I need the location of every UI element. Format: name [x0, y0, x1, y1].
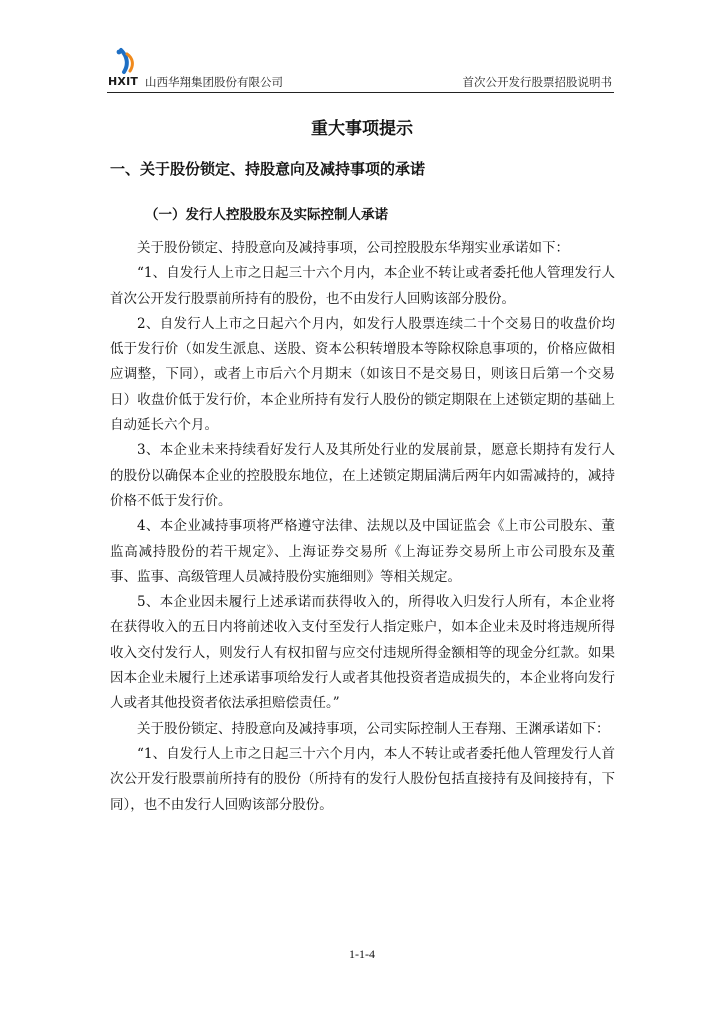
paragraph: 3、本企业未来持续看好发行人及其所处行业的发展前景，愿意长期持有发行人的股份以确保本企业的控股股东地位，在上述锁定期届满后两年内如需减持的，减持价格不低于发行价。: [110, 442, 615, 509]
subsection-heading: （一）发行人控股股东及实际控制人承诺: [145, 207, 388, 223]
paragraph: “1、自发行人上市之日起三十六个月内，本企业不转让或者委托他人管理发行人首次公开发行股票前所持有的股份，也不由发行人回购该部分股份。: [110, 265, 615, 307]
document-title: 首次公开发行股票招股说明书: [462, 75, 612, 89]
page-header: [107, 46, 614, 93]
paragraph: 4、本企业减持事项将严格遵守法律、法规以及中国证监会《上市公司股东、董监高减持股份的若干规定》、上海证券交易所《上海证券交易所上市公司股东及董事、监事、高级管理人员减持股份实施细则》等相关规定。: [110, 518, 615, 585]
paragraph: “1、自发行人上市之日起三十六个月内，本人不转让或者委托他人管理发行人首次公开发行股票前所持有的股份（所持有的发行人股份包括直接持有及间接持有，下同），也不由发行人回购该部分股份。: [110, 745, 615, 813]
page-number: 1-1-4: [349, 947, 375, 961]
logo-text: HXIT: [108, 75, 139, 88]
company-name: 山西华翔集团股份有限公司: [145, 75, 283, 89]
paragraph: 关于股份锁定、持股意向及减持事项，公司控股股东华翔实业承诺如下：: [137, 240, 569, 256]
body-text: [110, 236, 615, 818]
section-heading: 一、关于股份锁定、持股意向及减持事项的承诺: [110, 160, 426, 178]
paragraph: 关于股份锁定、持股意向及减持事项，公司实际控制人王春翔、王渊承诺如下：: [137, 720, 610, 737]
paragraph: 5、本企业因未履行上述承诺而获得收入的，所得收入归发行人所有，本企业将在获得收入的五日内将前述收入支付至发行人指定账户，如本企业未及时将违规所得收入交付发行人，则发行人有权扣留与应交付违规所得金额相等的现金分红款。如果因本企业未履行上述承诺事项给发行人或者其他投资者造成损失的，本企业将向发行人或者其他投资者依法承担赔偿责任。”: [110, 594, 615, 712]
paragraph: 2、自发行人上市之日起六个月内，如发行人股票连续二十个交易日的收盘价均低于发行价（如发生派息、送股、资本公积转增股本等除权除息事项的，价格应做相应调整，下同），或者上市后六个月期末（如该日不是交易日，则该日后第一个交易日）收盘价低于发行价，本企业所持有发行人股份的锁定期限在上述锁定期的基础上自动延长六个月。: [110, 315, 615, 434]
page-title: 重大事项提示: [311, 119, 413, 139]
